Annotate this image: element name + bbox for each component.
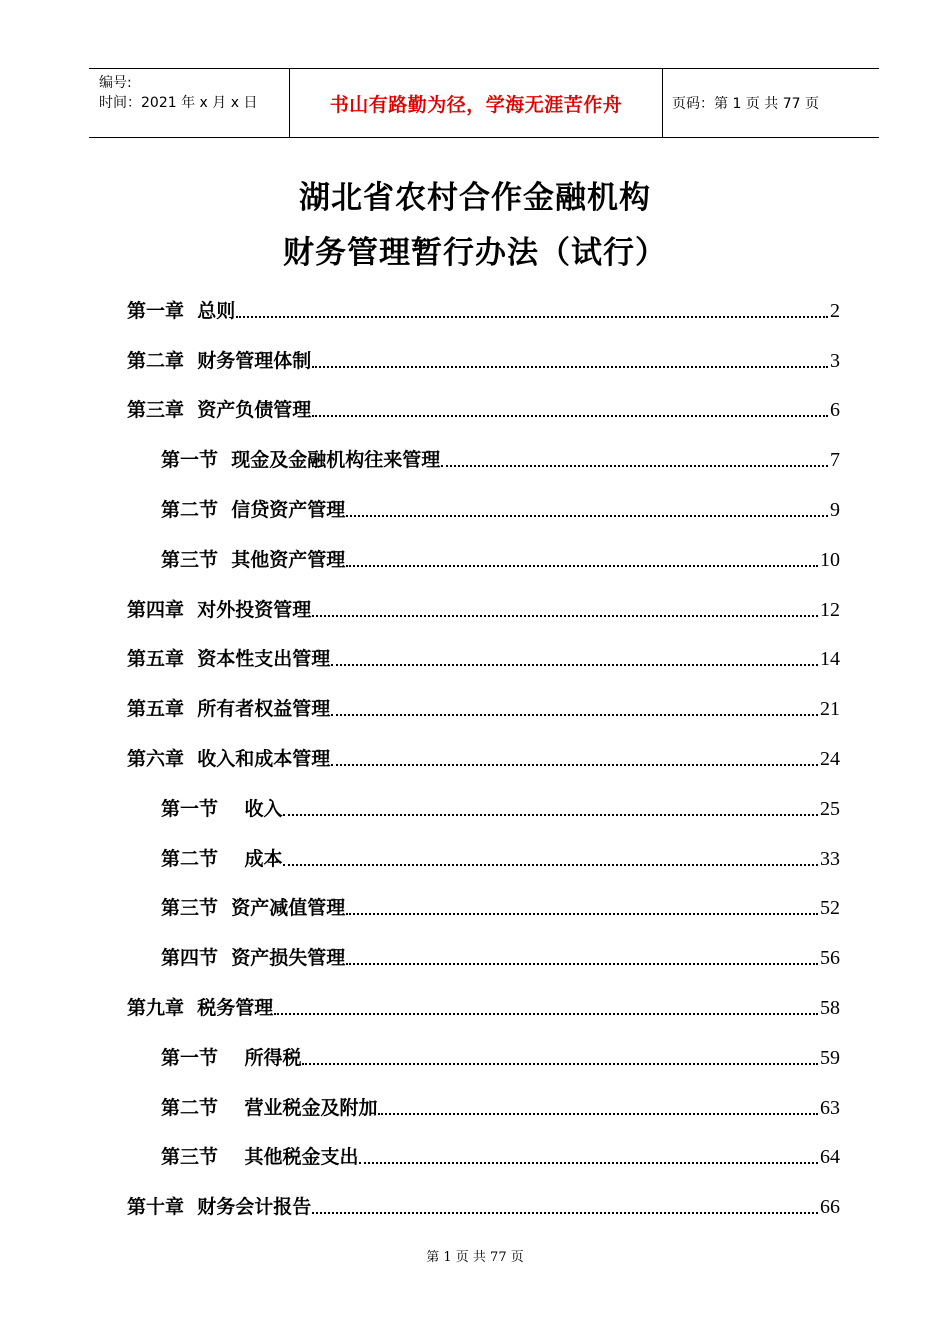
toc-entry-page: 25	[820, 797, 840, 820]
toc-dot-leader	[346, 962, 818, 965]
header-page-info: 页码：第 1 页 共 77 页	[672, 96, 819, 112]
toc-entry-label: 第三章 资产负债管理	[127, 399, 312, 422]
toc-entry[interactable]	[127, 422, 840, 472]
toc-entry-page: 59	[820, 1046, 840, 1069]
document-title-line2: 财务管理暂行办法（试行）	[283, 235, 667, 271]
document-title-line1: 湖北省农村合作金融机构	[299, 180, 651, 216]
toc-dot-leader	[312, 414, 828, 417]
toc-dot-leader	[359, 1161, 818, 1164]
toc-dot-leader	[236, 315, 828, 318]
toc-entry-label: 第一节 所得税	[161, 1046, 302, 1069]
toc-entry-label: 第一节 收入	[161, 797, 283, 820]
toc-entry-page: 10	[820, 548, 840, 571]
toc-dot-leader	[441, 464, 828, 467]
toc-dot-leader	[283, 813, 818, 816]
toc-dot-leader	[378, 1112, 818, 1115]
toc-entry-page: 52	[820, 897, 840, 920]
page-header	[89, 68, 879, 138]
toc-entry-label: 第二章 财务管理体制	[127, 349, 312, 372]
toc-entry[interactable]	[127, 871, 840, 921]
toc-entry-label: 第五章 所有者权益管理	[127, 698, 331, 721]
toc-entry[interactable]	[127, 920, 840, 970]
table-of-contents	[127, 273, 840, 1219]
toc-entry[interactable]	[127, 821, 840, 871]
toc-entry-page: 2	[830, 299, 840, 322]
toc-dot-leader	[331, 713, 818, 716]
toc-dot-leader	[331, 763, 818, 766]
toc-dot-leader	[346, 514, 828, 517]
toc-dot-leader	[331, 663, 818, 666]
toc-entry[interactable]	[127, 970, 840, 1020]
toc-entry[interactable]	[127, 1070, 840, 1120]
toc-entry-label: 第二节 信贷资产管理	[161, 498, 346, 521]
toc-entry-label: 第四章 对外投资管理	[127, 598, 312, 621]
toc-entry-label: 第一章 总则	[127, 299, 236, 322]
toc-entry-page: 21	[820, 698, 840, 721]
toc-entry-label: 第九章 税务管理	[127, 996, 274, 1019]
toc-entry-page: 24	[820, 747, 840, 770]
toc-entry-page: 63	[820, 1096, 840, 1119]
toc-entry[interactable]	[127, 771, 840, 821]
toc-entry-label: 第三节 资产减值管理	[161, 897, 346, 920]
toc-entry-page: 12	[820, 598, 840, 621]
toc-entry[interactable]	[127, 1169, 840, 1219]
toc-entry[interactable]	[127, 472, 840, 522]
header-meta	[89, 69, 290, 137]
toc-entry-page: 7	[830, 449, 840, 472]
toc-dot-leader	[312, 1211, 818, 1214]
toc-entry-label: 第十章 财务会计报告	[127, 1196, 312, 1219]
toc-entry-page: 58	[820, 996, 840, 1019]
document-time-label: 时间：2021 年 x 月 x 日	[99, 95, 258, 111]
toc-entry-label: 第四节 资产损失管理	[161, 947, 346, 970]
document-number-label: 编号:	[99, 75, 132, 91]
toc-entry-label: 第六章 收入和成本管理	[127, 747, 331, 770]
toc-entry-label: 第三节 其他税金支出	[161, 1146, 359, 1169]
toc-dot-leader	[312, 365, 828, 368]
toc-entry[interactable]	[127, 273, 840, 323]
toc-entry-page: 3	[830, 349, 840, 372]
toc-entry-page: 33	[820, 847, 840, 870]
toc-dot-leader	[302, 1062, 818, 1065]
toc-entry-page: 14	[820, 648, 840, 671]
page-footer: 第 1 页 共 77 页	[426, 1250, 524, 1265]
toc-dot-leader	[312, 614, 818, 617]
toc-entry-page: 6	[830, 399, 840, 422]
toc-entry-page: 56	[820, 947, 840, 970]
toc-entry-label: 第一节 现金及金融机构往来管理	[161, 449, 441, 472]
toc-entry[interactable]	[127, 323, 840, 373]
toc-entry-page: 64	[820, 1146, 840, 1169]
toc-entry[interactable]	[127, 1020, 840, 1070]
toc-entry[interactable]	[127, 721, 840, 771]
toc-dot-leader	[274, 1012, 818, 1015]
toc-dot-leader	[283, 863, 818, 866]
toc-entry-label: 第二节 成本	[161, 847, 283, 870]
toc-entry-label: 第二节 营业税金及附加	[161, 1096, 378, 1119]
toc-entry-page: 66	[820, 1196, 840, 1219]
toc-entry[interactable]	[127, 671, 840, 721]
toc-entry[interactable]	[127, 373, 840, 423]
toc-dot-leader	[346, 912, 818, 915]
toc-entry-label: 第五章 资本性支出管理	[127, 648, 331, 671]
toc-entry[interactable]	[127, 1120, 840, 1170]
toc-entry[interactable]	[127, 572, 840, 622]
toc-entry-page: 9	[830, 498, 840, 521]
toc-entry-label: 第三节 其他资产管理	[161, 548, 346, 571]
header-motto: 书山有路勤为径，学海无涯苦作舟	[290, 69, 663, 137]
toc-entry[interactable]	[127, 622, 840, 672]
toc-dot-leader	[346, 564, 818, 567]
toc-entry[interactable]	[127, 522, 840, 572]
